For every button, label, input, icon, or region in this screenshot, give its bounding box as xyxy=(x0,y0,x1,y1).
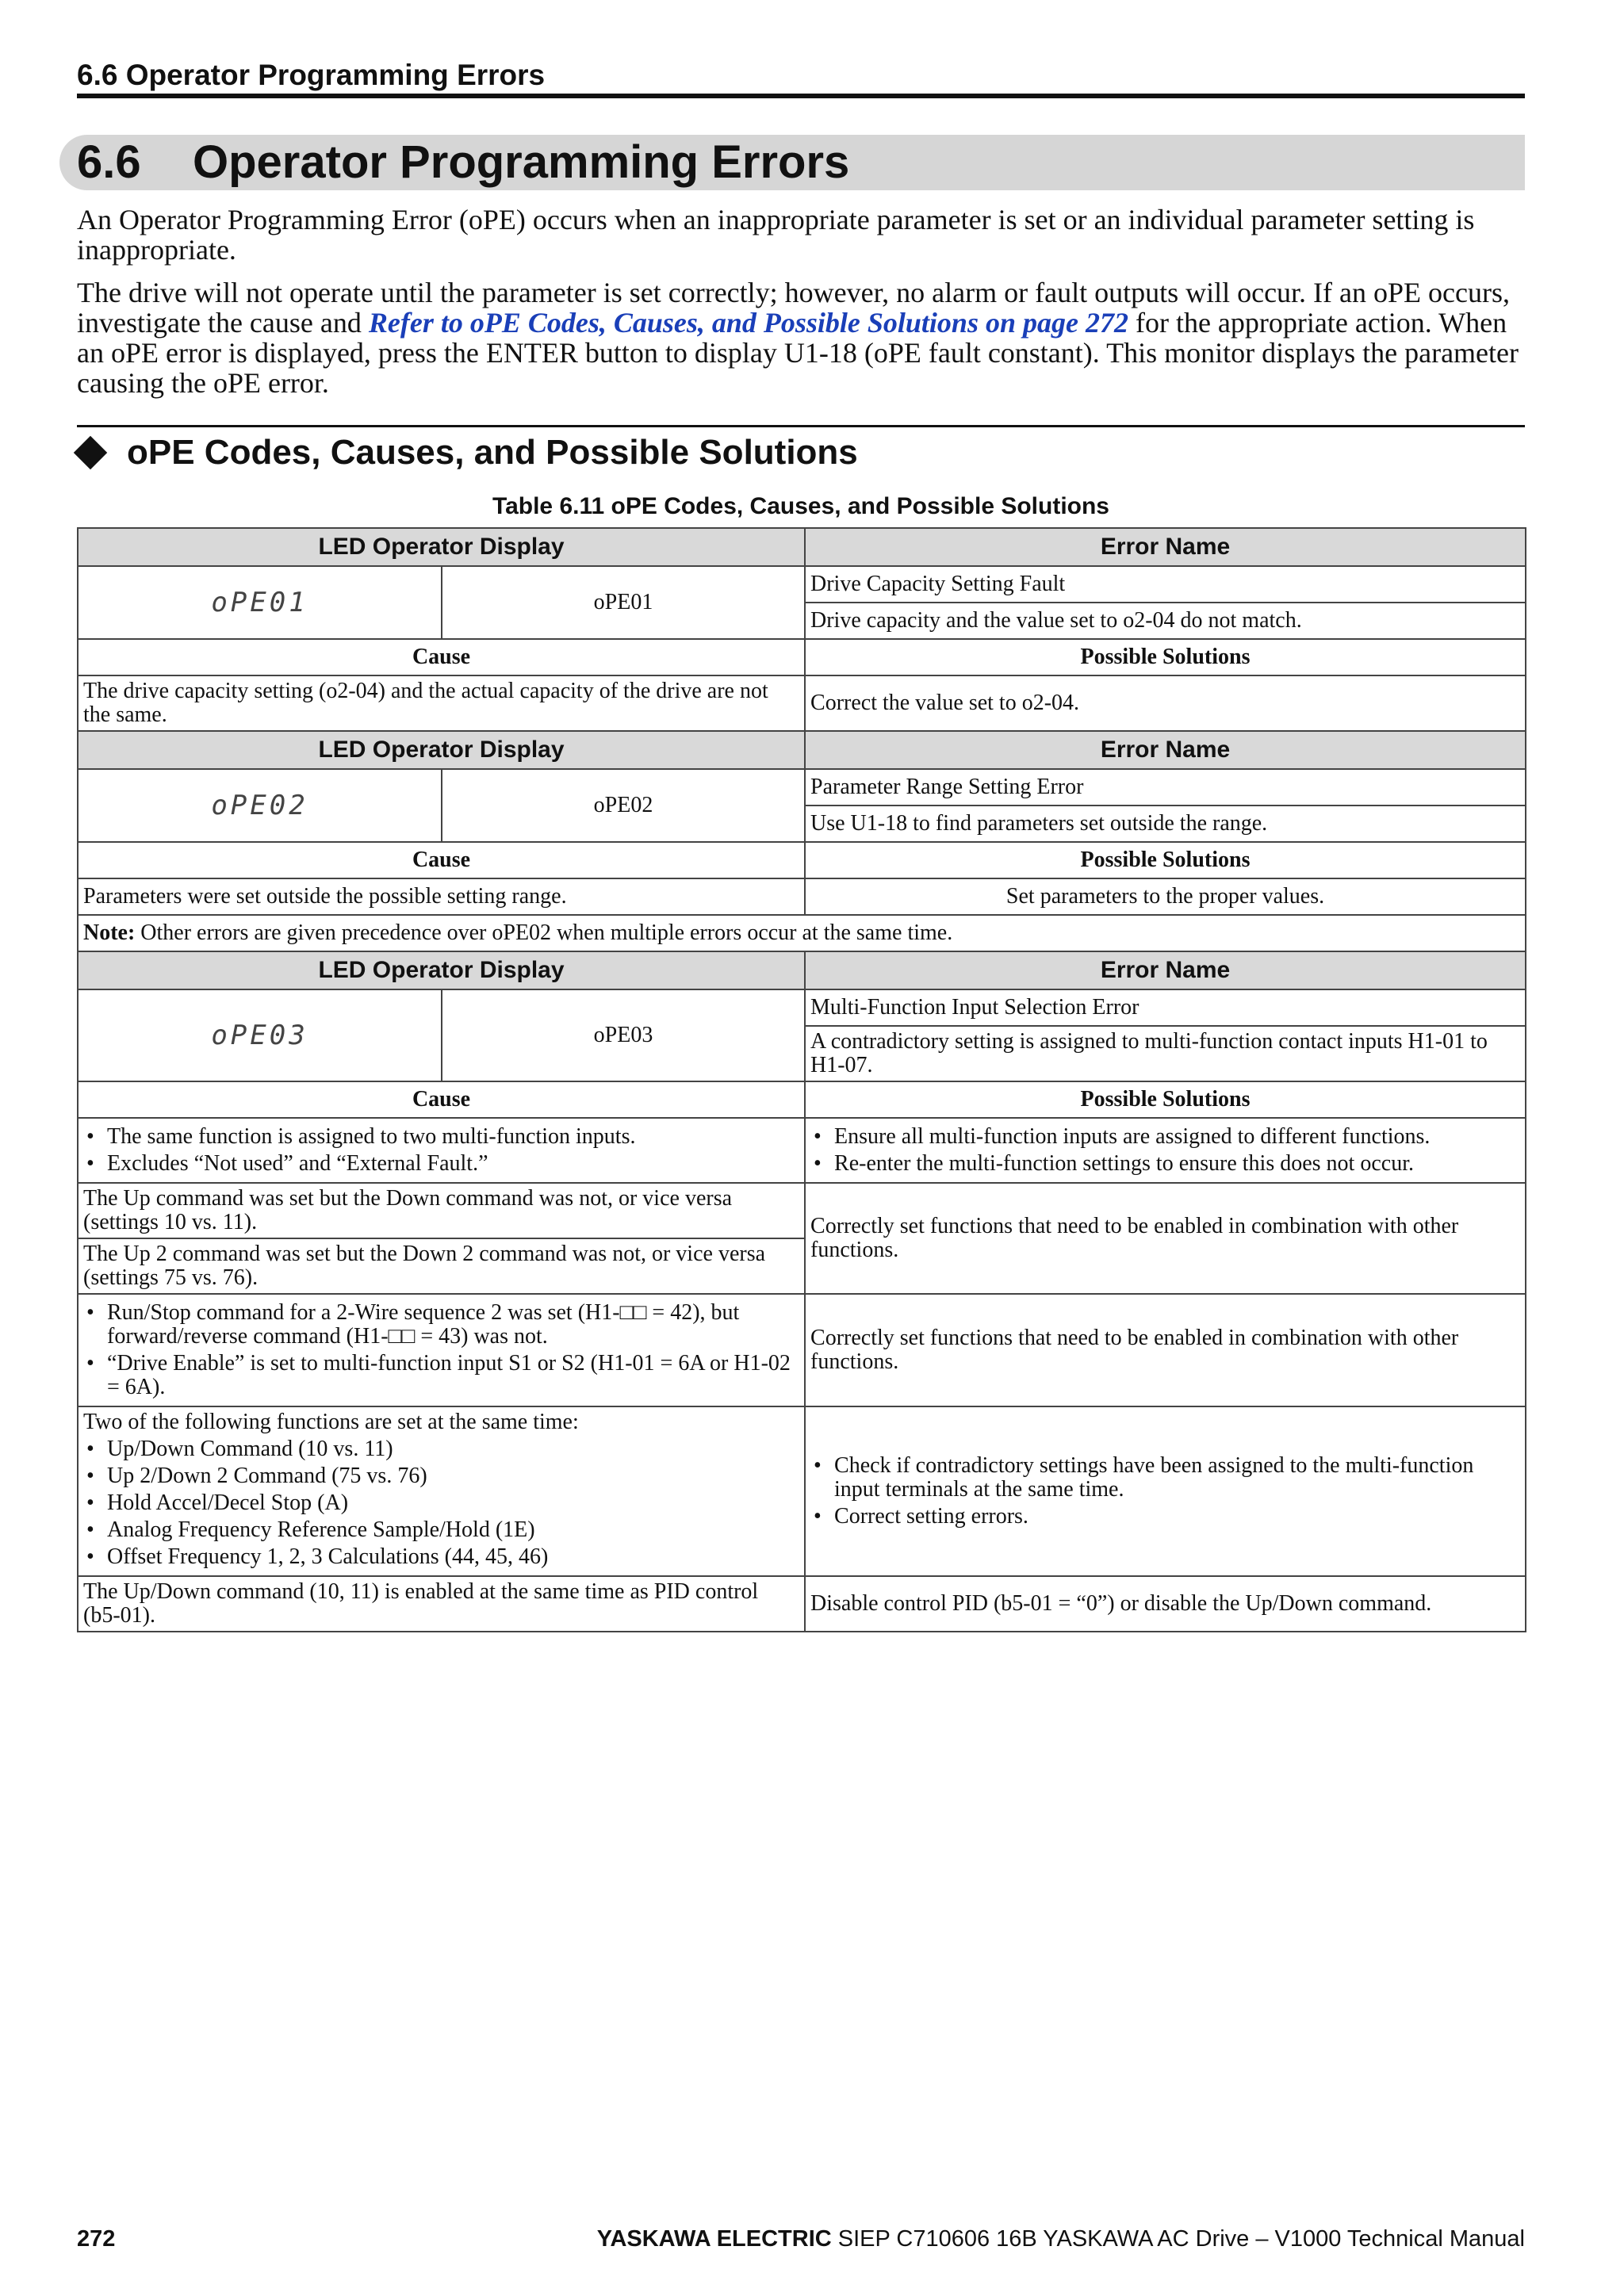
solution-ope03-row1 xyxy=(805,1118,1526,1183)
footer-manual-title xyxy=(597,2226,1525,2252)
error-code-ope02: oPE02 xyxy=(442,769,805,842)
cause-ope01: The drive capacity setting (o2-04) and the actual capacity of the drive are not the same. xyxy=(78,675,805,731)
header-cause: Cause xyxy=(78,639,805,675)
header-error-name: Error Name xyxy=(805,528,1526,566)
solution-ope03-row3: Correctly set functions that need to be enabled in combination with other functions. xyxy=(805,1294,1526,1406)
solution-ope03-row2: Correctly set functions that need to be enabled in combination with other functions. xyxy=(805,1183,1526,1294)
list-item: • Ensure all multi-function inputs are assigned to different functions. xyxy=(810,1125,1520,1149)
list-item: • Re-enter the multi-function settings to ensure this does not occur. xyxy=(810,1152,1520,1176)
list-item: • Excludes “Not used” and “External Fault.” xyxy=(83,1152,799,1176)
running-header: 6.6 Operator Programming Errors xyxy=(77,59,546,91)
cause-ope03-row2a: The Up command was set but the Down command was not, or vice versa (settings 10 vs. 11). xyxy=(78,1183,805,1238)
section-title: Operator Programming Errors xyxy=(193,136,850,188)
intro-paragraph-1: An Operator Programming Error (oPE) occurs when an inappropriate parameter is set or an individual parameter setting is inappropriate. xyxy=(77,204,1475,266)
header-rule xyxy=(77,94,1525,98)
note-ope02 xyxy=(78,915,1526,951)
list-item: • Check if contradictory settings have been assigned to the multi-function input terminals at the same time. xyxy=(810,1454,1520,1502)
intro-text-before-link: The drive will not operate until the parameter is set correctly; however, no alarm or fault outputs will occur. If an oPE occurs, investigate the cause and xyxy=(77,277,1510,339)
cause-ope03-row2b: The Up 2 command was set but the Down 2 command was not, or vice versa (settings 75 vs. 76). xyxy=(78,1238,805,1294)
header-led-display: LED Operator Display xyxy=(78,528,805,566)
subsection-title: oPE Codes, Causes, and Possible Solutions xyxy=(127,433,858,472)
list-item: • “Drive Enable” is set to multi-function input S1 or S2 (H1-01 = 6A or H1-02 = 6A). xyxy=(83,1352,799,1399)
note-text: Other errors are given precedence over oPE02 when multiple errors occur at the same time. xyxy=(135,920,953,945)
list-item: • Up/Down Command (10 vs. 11) xyxy=(83,1437,799,1461)
led-display-ope02: oPE02 xyxy=(78,769,442,842)
error-desc-ope01: Drive capacity and the value set to o2-04 do not match. xyxy=(805,603,1526,639)
header-error-name: Error Name xyxy=(805,731,1526,769)
list-item: • Hold Accel/Decel Stop (A) xyxy=(83,1491,799,1515)
header-possible-solutions: Possible Solutions xyxy=(805,1081,1526,1118)
list-item: • Correct setting errors. xyxy=(810,1505,1520,1529)
error-name-ope02: Parameter Range Setting Error xyxy=(805,769,1526,806)
list-item: • Analog Frequency Reference Sample/Hold (1E) xyxy=(83,1518,799,1542)
list-item: • Up 2/Down 2 Command (75 vs. 76) xyxy=(83,1464,799,1488)
intro-paragraph-2 xyxy=(77,277,1525,398)
header-cause: Cause xyxy=(78,1081,805,1118)
error-desc-ope02: Use U1-18 to find parameters set outside the range. xyxy=(805,806,1526,842)
cause-ope03-row3 xyxy=(78,1294,805,1406)
header-possible-solutions: Possible Solutions xyxy=(805,842,1526,878)
footer-manual: SIEP C710606 16B YASKAWA AC Drive – V1000 Technical Manual xyxy=(831,2226,1525,2252)
note-label: Note: xyxy=(83,920,136,945)
error-code-ope01: oPE01 xyxy=(442,566,805,639)
header-cause: Cause xyxy=(78,842,805,878)
cause-intro: Two of the following functions are set at the same time: xyxy=(83,1410,579,1434)
header-led-display: LED Operator Display xyxy=(78,951,805,989)
section-number: 6.6 xyxy=(77,136,141,188)
list-item: • Offset Frequency 1, 2, 3 Calculations (44, 45, 46) xyxy=(83,1545,799,1569)
solution-ope01: Correct the value set to o2-04. xyxy=(805,675,1526,731)
list-item: • The same function is assigned to two multi-function inputs. xyxy=(83,1125,799,1149)
solution-ope03-row5: Disable control PID (b5-01 = “0”) or disable the Up/Down command. xyxy=(805,1576,1526,1632)
led-display-ope01: oPE01 xyxy=(78,566,442,639)
header-led-display: LED Operator Display xyxy=(78,731,805,769)
error-name-ope01: Drive Capacity Setting Fault xyxy=(805,566,1526,603)
list-item: • Run/Stop command for a 2-Wire sequence 2 was set (H1-□□ = 42), but forward/reverse command (H1-□□ = 43) was not. xyxy=(83,1301,799,1349)
table-caption: Table 6.11 oPE Codes, Causes, and Possible Solutions xyxy=(492,493,1109,519)
header-possible-solutions: Possible Solutions xyxy=(805,639,1526,675)
cause-ope03-row1 xyxy=(78,1118,805,1183)
cause-ope02: Parameters were set outside the possible setting range. xyxy=(78,878,805,915)
subsection-rule xyxy=(77,425,1525,427)
error-name-ope03: Multi-Function Input Selection Error xyxy=(805,989,1526,1026)
cause-ope03-row4 xyxy=(78,1406,805,1576)
cross-reference-link[interactable]: Refer to oPE Codes, Causes, and Possible Solutions on page 272 xyxy=(368,307,1128,339)
header-error-name: Error Name xyxy=(805,951,1526,989)
diamond-bullet-icon xyxy=(74,436,107,469)
error-desc-ope03: A contradictory setting is assigned to multi-function contact inputs H1-01 to H1-07. xyxy=(805,1026,1526,1081)
solution-ope03-row4 xyxy=(805,1406,1526,1576)
intro-text-after-link: for the appropriate action. When an oPE error is displayed, press the ENTER button to display U1-18 (oPE fault constant). This monitor displays the parameter causing the oPE error. xyxy=(77,307,1519,399)
error-code-ope03: oPE03 xyxy=(442,989,805,1081)
led-display-ope03: oPE03 xyxy=(78,989,442,1081)
ope-codes-table xyxy=(77,527,1526,1632)
footer-brand: YASKAWA ELECTRIC xyxy=(596,2226,832,2252)
page-number: 272 xyxy=(77,2226,116,2252)
cause-ope03-row5: The Up/Down command (10, 11) is enabled at the same time as PID control (b5-01). xyxy=(78,1576,805,1632)
solution-ope02: Set parameters to the proper values. xyxy=(805,878,1526,915)
